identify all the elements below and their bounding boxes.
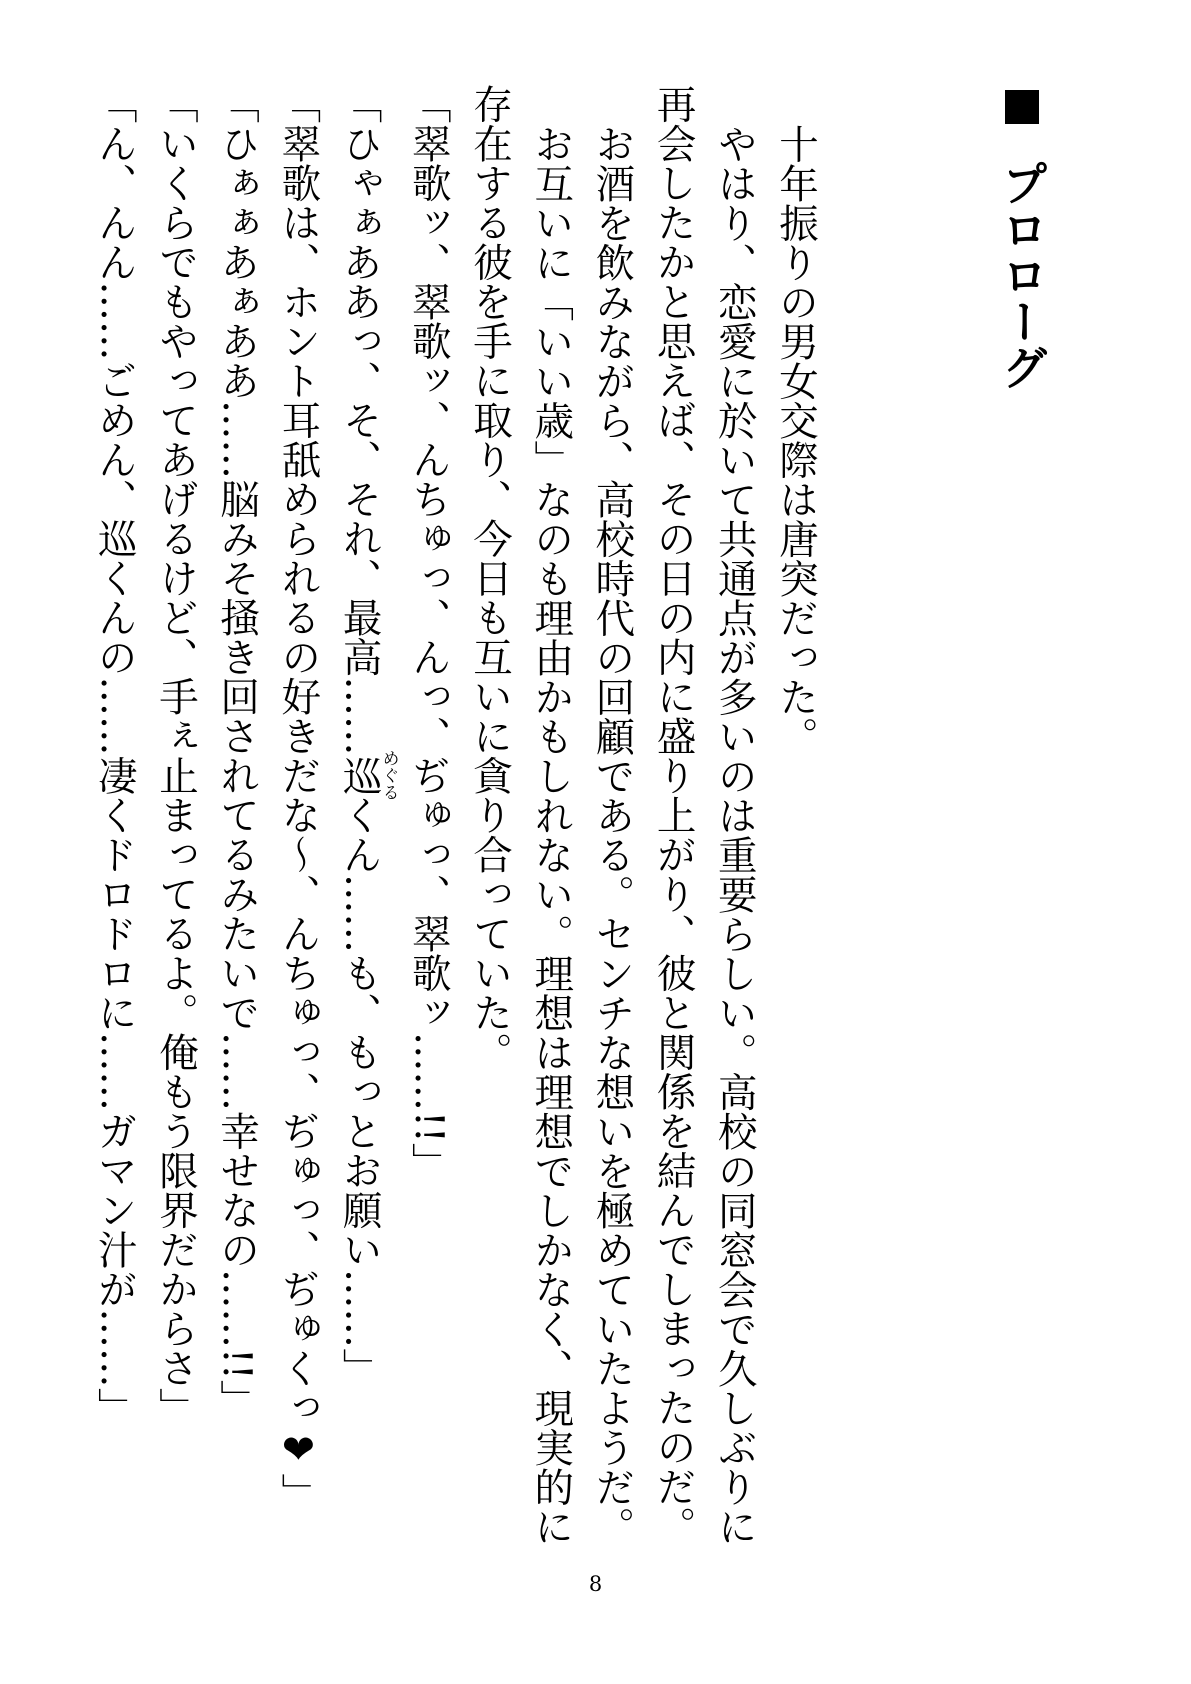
chapter-title: プロローグ [995,160,1049,390]
dialogue-line-5: 「いくらでもやってあげるけど、手ぇ止まってるよ。俺もう限界だからさ」 [152,84,199,1427]
heading-square-marker [1005,90,1039,124]
dialogue-line-2-after: くん……も、もっとお願い……」 [336,795,383,1388]
dialogue-line-1: 「翠歌ッ、翠歌ッ、んちゅっ、んっ、ぢゅっ、翠歌ッ……!!」 [405,84,452,1183]
paragraph-4: お互いに「いい歳」なのも理由かもしれない。理想は理想でしかなく、現実的に [528,124,575,1546]
paragraph-2-cont: 再会したかと思えば、その日の内に盛り上がり、彼と関係を結んでしまったのだ。 [650,84,697,1546]
page-number: 8 [588,1572,603,1596]
body-text [92,84,826,1554]
ruby-base: 巡 [336,749,383,801]
ruby-reading: めぐる [378,749,399,801]
chapter-heading [992,90,1052,390]
paragraph-1: 十年振りの男女交際は唐突だった。 [773,124,819,756]
dialogue-line-2-before: 「ひゃぁああっ、そ、それ、最高…… [336,84,383,756]
paragraph-4-cont: 存在する彼を手に取り、今日も互いに貪り合っていた。 [466,84,513,1072]
dialogue-line-2 [328,84,397,1554]
paragraph-3: お酒を飲みながら、高校時代の回顧である。センチな想いを極めていたようだ。 [589,124,636,1546]
dialogue-line-3: 「翠歌は、ホント耳舐められるの好きだな〜、んちゅっ、ぢゅっ、ぢゅくっ❤」 [275,84,322,1513]
name-ruby [336,749,399,801]
dialogue-line-6: 「ん、んん……ごめん、巡くんの……凄くドロドロに……ガマン汁が……」 [91,84,138,1427]
dialogue-line-4: 「ひぁぁあぁああ……脳みそ掻き回されてるみたいで……幸せなの……!!」 [214,84,261,1420]
paragraph-2: やはり、恋愛に於いて共通点が多いのは重要らしい。高校の同窓会で久しぶりに [711,124,758,1546]
